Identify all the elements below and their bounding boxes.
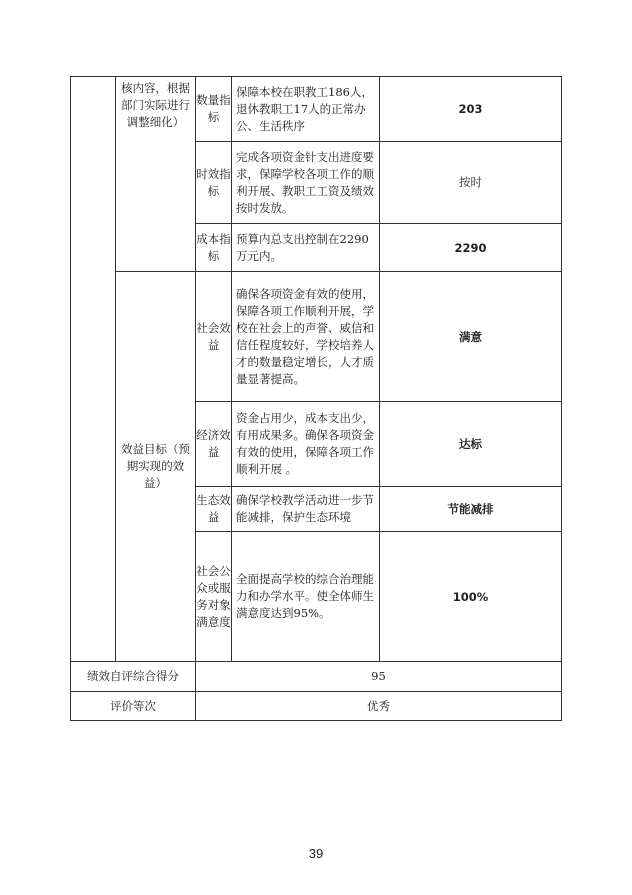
content-social-benefit: 确保各项资金有效的使用，保障各项工作顺利开展，学校在社会上的声誉、威信和信任程度较好，学校培养人才的数量稳定增长，人才质量显著提高。: [236, 286, 374, 386]
indicator-satisfaction: 社会公众或服务对象满意度: [196, 563, 231, 629]
score-value: 95: [371, 669, 386, 683]
indicator-category-label: 核内容，根据部门实际进行调整细化）: [121, 81, 190, 129]
value-social-benefit: 满意: [459, 329, 482, 344]
benefit-target-label: 效益目标（预期实现的效益）: [121, 442, 190, 490]
value-cost: 2290: [454, 240, 487, 255]
content-timeliness: 完成各项资金针支出进度要求，保障学校各项工作的顺利开展、教职工工资及绩效按时发放。: [236, 149, 374, 215]
value-economic-benefit: 达标: [459, 437, 482, 451]
content-ecological-benefit: 确保学校教学活动进一步节能减排，保护生态环境: [236, 493, 374, 524]
indicator-economic-benefit: 经济效益: [196, 428, 231, 459]
value-satisfaction: 100%: [452, 589, 489, 604]
indicator-timeliness: 时效指标: [196, 166, 231, 198]
content-quantity: 保障本校在职教工186人，退休教职工17人的正常办公、生活秩序: [236, 84, 373, 133]
indicator-social-benefit: 社会效益: [196, 320, 231, 352]
indicator-quantity: 数量指标: [196, 93, 231, 124]
value-quantity: 203: [458, 102, 483, 116]
indicator-cost: 成本指标: [196, 231, 231, 263]
content-satisfaction: 全面提高学校的综合治理能力和办学水平。使全体师生满意度达到95%。: [236, 572, 374, 620]
grade-value: 优秀: [367, 698, 390, 713]
value-ecological-benefit: 节能减排: [447, 502, 494, 516]
indicator-ecological-benefit: 生态效益: [196, 493, 231, 524]
performance-table: [70, 76, 562, 721]
value-timeliness: 按时: [459, 175, 482, 189]
score-label: 绩效自评综合得分: [87, 669, 179, 683]
content-cost: 预算内总支出控制在2290万元内。: [236, 231, 369, 263]
content-economic-benefit: 资金占用少，成本支出少，有用成果多。确保各项资金有效的使用，保障各项工作顺利开展 。: [236, 411, 374, 476]
grade-label: 评价等次: [110, 698, 156, 713]
page-number: 39: [308, 846, 324, 861]
